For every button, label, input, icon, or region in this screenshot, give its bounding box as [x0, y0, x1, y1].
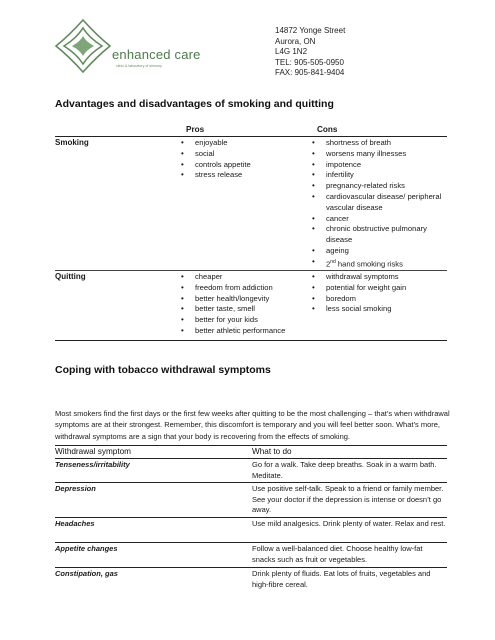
list-item: • potential for weight gain — [310, 283, 447, 294]
list-item: • better athletic performance — [179, 326, 309, 337]
table-bottom-rule — [55, 340, 447, 341]
symptom-header: Withdrawal symptom — [55, 447, 131, 456]
list-item: • social — [179, 149, 309, 160]
company-logo — [52, 16, 262, 76]
todo-cell: Use mild analgesics. Drink plenty of water. Relax and rest. — [252, 519, 446, 528]
address-block — [275, 26, 345, 79]
address-postal: L4G 1N2 — [275, 47, 308, 56]
symptom-cell: Constipation, gas — [55, 569, 118, 578]
list-item: • pregnancy-related risks — [310, 181, 447, 192]
address-fax: FAX: 905-841-9404 — [275, 68, 345, 77]
row-rule — [55, 270, 447, 271]
list-item: • impotence — [310, 160, 447, 171]
list-item: • worsens many illnesses — [310, 149, 447, 160]
logo-tagline: clinic & laboratory of sensory — [116, 64, 162, 68]
list-item: • less social smoking — [310, 304, 447, 315]
address-phone: TEL: 905-505-0950 — [275, 57, 344, 67]
list-item: • ageing — [310, 246, 447, 257]
list-item: • enjoyable — [179, 138, 309, 149]
ordinal-suffix: nd — [330, 258, 336, 265]
row-label-smoking: Smoking — [55, 138, 89, 147]
list-item: • cancer — [310, 214, 447, 225]
list-item: • better taste, smell — [179, 304, 309, 315]
pros-header: Pros — [186, 125, 205, 134]
header-rule — [55, 458, 447, 459]
todo-cell: Drink plenty of fluids. Eat lots of fruits, vegetables and high-fibre cereal. — [252, 569, 431, 589]
symptom-cell: Headaches — [55, 519, 95, 528]
todo-header: What to do — [252, 447, 292, 456]
address-street: 14872 Yonge Street — [275, 26, 346, 35]
section-title-pros-cons: Advantages and disadvantages of smoking and quitting — [55, 98, 334, 110]
table-top-rule — [55, 445, 447, 446]
list-item: • withdrawal symptoms — [310, 272, 447, 283]
todo-cell: Go for a walk. Take deep breaths. Soak in a warm bath. Meditate. — [252, 460, 437, 480]
ordinal-number: 2 — [326, 259, 331, 269]
quitting-cons-list — [310, 272, 447, 315]
todo-cell: Use positive self-talk. Speak to a friend or family member. See your doctor if the depression is intense or doesn’t go away. — [252, 484, 444, 515]
row-rule — [55, 482, 447, 483]
cons-header: Cons — [317, 125, 338, 134]
list-item: • shortness of breath — [310, 138, 447, 149]
symptom-cell: Appetite changes — [55, 544, 118, 553]
list-item: • better for your kids — [179, 315, 309, 326]
list-item: • chronic obstructive pulmonary disease — [310, 224, 447, 246]
list-item: • better health/longevity — [179, 294, 309, 305]
list-item: • boredom — [310, 294, 447, 305]
symptom-cell: Tenseness/irritability — [55, 460, 130, 469]
address-city: Aurora, ON — [275, 36, 316, 46]
row-label-quitting: Quitting — [55, 272, 86, 281]
todo-cell: Follow a well-balanced diet. Choose healthy low-fat snacks such as fruit or vegetables. — [252, 544, 423, 564]
list-item: • cheaper — [179, 272, 309, 283]
item-text: hand smoking risks — [335, 259, 403, 269]
row-rule — [55, 567, 447, 568]
list-item: • infertility — [310, 170, 447, 181]
list-item — [310, 257, 447, 270]
logo-wordmark: enhanced care — [112, 47, 201, 62]
header-rule — [55, 136, 447, 137]
quitting-pros-list — [179, 272, 309, 337]
leaf-diamond-logo-icon — [52, 16, 114, 76]
list-item: • freedom from addiction — [179, 283, 309, 294]
intro-paragraph: Most smokers find the first days or the first few weeks after quitting to be the most challenging – that’s when withdrawal symptoms are at their strongest. Remember, this discomfort is temporary and you will feel better soon. What’s more, withdrawal symptoms are a sign that your body is recovering from the effects of smoking. — [55, 409, 450, 441]
symptom-cell: Depression — [55, 484, 96, 493]
smoking-cons-list — [310, 138, 447, 270]
list-item: • controls appetite — [179, 160, 309, 171]
row-rule — [55, 517, 447, 518]
row-rule — [55, 542, 447, 543]
list-item: • stress release — [179, 170, 309, 181]
section-title-withdrawal: Coping with tobacco withdrawal symptoms — [55, 364, 271, 376]
smoking-pros-list — [179, 138, 309, 181]
list-item: • cardiovascular disease/ peripheral vascular disease — [310, 192, 447, 214]
